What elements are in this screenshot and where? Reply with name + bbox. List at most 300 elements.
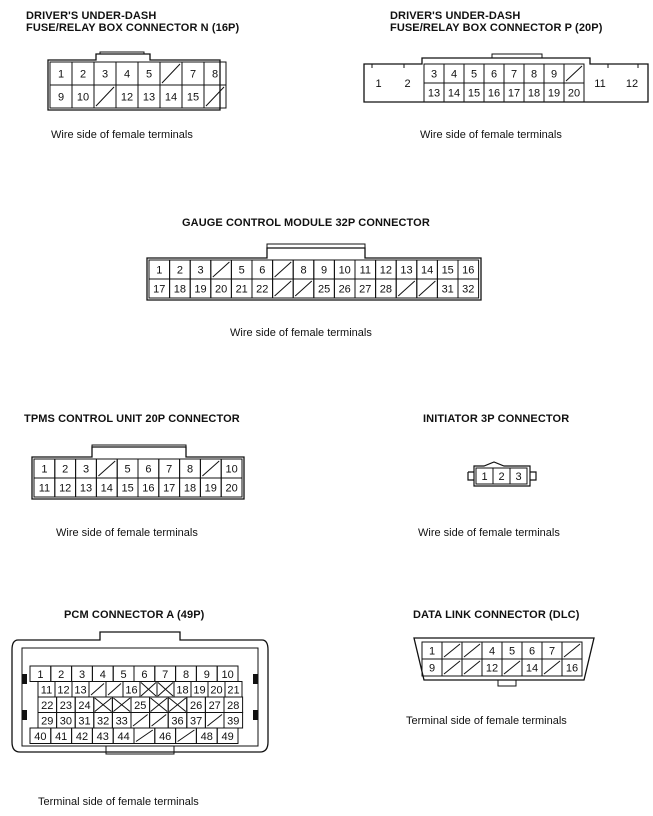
gauge-terminal [417, 260, 438, 279]
terminal-number: 22 [41, 699, 54, 712]
blank-slash [178, 730, 195, 742]
terminal-number: 6 [141, 668, 148, 681]
terminal-number: 37 [189, 715, 203, 728]
terminal-number: 46 [159, 730, 172, 743]
terminal-number: 29 [41, 715, 54, 728]
tpms-terminal [55, 478, 76, 497]
p20-terminal [504, 64, 524, 83]
n16-terminal [94, 85, 116, 108]
terminal-number: 19 [547, 87, 561, 100]
terminal-number: 49 [221, 730, 234, 743]
pcm-terminal [196, 728, 217, 744]
tpms-terminal [76, 459, 97, 478]
tpms-terminal [221, 459, 242, 478]
terminal-number: 5 [124, 463, 131, 476]
gauge-terminal [252, 260, 273, 279]
p20-terminal [544, 83, 564, 102]
blank-slash [162, 64, 180, 83]
tpms-caption: Wire side of female terminals [56, 527, 198, 539]
blank-slash [275, 281, 292, 296]
terminal-number: 43 [96, 730, 109, 743]
gauge-terminal [458, 279, 479, 298]
dlc-terminal [442, 642, 462, 659]
pcm-terminal [92, 666, 113, 682]
terminal-number: 20 [214, 283, 228, 296]
terminal-number: 41 [55, 730, 68, 743]
dlc-terminal [462, 642, 482, 659]
terminal-number: 32 [462, 283, 475, 296]
terminal-number: 2 [62, 463, 69, 476]
terminal-number: 9 [57, 91, 65, 104]
terminal-number: 48 [200, 730, 213, 743]
blank-slash [202, 461, 219, 476]
terminal-number: 16 [125, 684, 138, 697]
terminal-number: 1 [57, 68, 65, 81]
p20-terminal [544, 64, 564, 83]
pcm-terminal [155, 666, 176, 682]
blank-slash [398, 281, 415, 296]
pcm-terminal [75, 697, 94, 713]
pcm-terminal [225, 682, 242, 698]
terminal-number: 6 [145, 463, 152, 476]
terminal-number: 25 [134, 699, 147, 712]
tpms-title: TPMS CONTROL UNIT 20P CONNECTOR [24, 413, 240, 425]
terminal-number: 2 [58, 668, 65, 681]
n16-terminal [72, 62, 94, 85]
terminal-number: 11 [40, 684, 53, 697]
blank-slash [136, 730, 153, 742]
terminal-number: 31 [78, 715, 91, 728]
dlc-terminal [502, 659, 522, 676]
pcm-title: PCM CONNECTOR A (49P) [64, 609, 205, 621]
pcm-terminal [72, 728, 93, 744]
pcm-terminal [57, 697, 76, 713]
gauge-terminal [458, 260, 479, 279]
terminal-number: 6 [490, 68, 498, 81]
p20-terminal [464, 64, 484, 83]
pcm-terminal [187, 713, 206, 729]
pcm-terminal [134, 666, 155, 682]
terminal-number: 2 [79, 68, 87, 81]
pcm-terminal [123, 682, 140, 698]
terminal-number: 4 [99, 668, 106, 681]
n16-terminal [50, 62, 72, 85]
pcm-terminal [57, 713, 76, 729]
terminal-number: 1 [375, 78, 382, 90]
gauge-terminal [273, 279, 294, 298]
dlc-terminal [502, 642, 522, 659]
terminal-number: 16 [142, 482, 155, 495]
terminal-number: 4 [450, 68, 458, 81]
terminal-number: 17 [507, 87, 521, 100]
terminal-number: 19 [194, 283, 207, 296]
pcm-terminal [176, 666, 197, 682]
pcm-terminal [196, 666, 217, 682]
terminal-number: 18 [183, 482, 197, 495]
pcm-terminal [157, 682, 174, 698]
gauge-terminal [437, 260, 458, 279]
terminal-number: 10 [221, 668, 234, 681]
pcm-terminal [55, 682, 72, 698]
terminal-number: 12 [59, 482, 72, 495]
gauge-terminal [149, 279, 170, 298]
initiator-caption: Wire side of female terminals [418, 527, 560, 539]
pcm-terminal [187, 697, 206, 713]
terminal-number: 16 [487, 87, 501, 100]
dlc-terminal [522, 642, 542, 659]
terminal-number: 39 [227, 715, 240, 728]
gauge-terminal [376, 260, 397, 279]
gauge-terminal [355, 279, 376, 298]
terminal-number: 21 [227, 684, 240, 697]
pcm-terminal [51, 666, 72, 682]
pcm-terminal [38, 713, 57, 729]
pcm-terminal [217, 728, 238, 744]
terminal-number: 6 [259, 264, 266, 277]
terminal-number: 26 [189, 699, 203, 712]
terminal-number: 11 [594, 78, 606, 90]
pcm-terminal [176, 728, 197, 744]
terminal-number: 31 [441, 283, 454, 296]
initiator-title: INITIATOR 3P CONNECTOR [423, 413, 570, 425]
p20-terminal [524, 64, 544, 83]
n16-terminal [204, 62, 226, 85]
terminal-number: 30 [59, 715, 73, 728]
terminal-number: 4 [123, 68, 131, 81]
terminal-number: 18 [527, 87, 541, 100]
terminal-number: 5 [470, 68, 478, 81]
dlc-terminal [422, 659, 442, 676]
terminal-number: 27 [359, 283, 372, 296]
tpms-terminal [159, 459, 180, 478]
connector-pcm49-diagram [10, 630, 272, 762]
terminal-number: 11 [359, 264, 372, 277]
terminal-number: 12 [485, 662, 499, 675]
terminal-number: 13 [142, 91, 156, 104]
blank-slash [152, 715, 167, 727]
terminal-number: 3 [430, 68, 438, 81]
tpms-terminal [138, 478, 159, 497]
blank-slash [207, 715, 222, 727]
terminal-number: 9 [203, 668, 210, 681]
blank-slash [133, 715, 148, 727]
terminal-number: 13 [427, 87, 441, 100]
terminal-number: 2 [498, 471, 505, 483]
terminal-number: 17 [153, 283, 166, 296]
terminal-number: 20 [210, 684, 223, 697]
terminal-number: 9 [321, 264, 328, 277]
gauge-terminal [252, 279, 273, 298]
n16-terminal [50, 85, 72, 108]
n16-terminal [160, 62, 182, 85]
pcm-terminal [174, 682, 191, 698]
dlc-terminal [542, 659, 562, 676]
pcm-terminal [92, 728, 113, 744]
terminal-number: 3 [101, 68, 109, 81]
blank-slash [564, 644, 580, 657]
p20-terminal [464, 83, 484, 102]
tpms-terminal [180, 459, 201, 478]
n16-title [26, 10, 239, 34]
terminal-number: 5 [508, 645, 516, 658]
terminal-number: 14 [420, 264, 434, 277]
terminal-number: 8 [530, 68, 538, 81]
terminal-number: 7 [510, 68, 518, 81]
blank-slash [419, 281, 436, 296]
pcm-terminal [113, 666, 134, 682]
terminal-number: 20 [225, 482, 238, 495]
blank-slash [96, 87, 114, 106]
pcm-terminal [224, 697, 243, 713]
tpms-terminal [138, 459, 159, 478]
terminal-number: 14 [447, 87, 461, 100]
gauge-terminal [314, 279, 335, 298]
tpms-terminal [96, 478, 117, 497]
pcm-terminal [38, 697, 57, 713]
terminal-number: 17 [163, 482, 176, 495]
p20-terminal [564, 64, 584, 83]
pcm-terminal [224, 713, 243, 729]
terminal-number: 8 [186, 463, 194, 476]
terminal-number: 2 [404, 78, 411, 90]
terminal-number: 32 [96, 715, 110, 728]
p20-terminal [484, 64, 504, 83]
gauge-terminal [293, 260, 314, 279]
p20-terminal [564, 83, 584, 102]
n16-terminal [94, 62, 116, 85]
terminal-number: 28 [227, 699, 240, 712]
terminal-number: 8 [300, 264, 307, 277]
terminal-number: 23 [59, 699, 73, 712]
n16-terminal [138, 85, 160, 108]
tpms-terminal [221, 478, 242, 497]
gauge-terminal [190, 260, 211, 279]
gauge-title: GAUGE CONTROL MODULE 32P CONNECTOR [182, 217, 430, 229]
terminal-number: 13 [79, 482, 93, 495]
pcm-terminal [75, 713, 94, 729]
terminal-number: 22 [256, 283, 269, 296]
gauge-terminal [231, 260, 252, 279]
side-terminal [594, 78, 605, 90]
dlc-terminal [542, 642, 562, 659]
terminal-number: 10 [338, 264, 351, 277]
pcm-terminal [30, 666, 51, 682]
gauge-terminal [334, 279, 355, 298]
dlc-title: DATA LINK CONNECTOR (DLC) [413, 609, 580, 621]
tpms-terminal [76, 478, 97, 497]
dlc-terminal [562, 659, 582, 676]
p20-title [390, 10, 602, 34]
terminal-number: 12 [625, 78, 639, 90]
n16-terminal [182, 85, 204, 108]
blank-slash [108, 684, 121, 696]
p20-terminal [504, 83, 524, 102]
blank-slash [464, 644, 480, 657]
gauge-terminal [170, 279, 191, 298]
terminal-number: 26 [338, 283, 351, 296]
pcm-terminal [51, 728, 72, 744]
blank-slash [566, 66, 582, 81]
n16-terminal [116, 62, 138, 85]
side-terminal [616, 72, 638, 94]
p20-terminal [424, 83, 444, 102]
n16-terminal [116, 85, 138, 108]
terminal-number: 3 [515, 471, 522, 483]
terminal-number: 24 [78, 699, 91, 712]
pcm-terminal [205, 697, 224, 713]
connector-tpms20-diagram [30, 445, 250, 501]
terminal-number: 20 [567, 87, 581, 100]
gauge-terminal [396, 279, 417, 298]
tpms-terminal [34, 478, 55, 497]
terminal-number: 14 [164, 91, 178, 104]
gauge-terminal [273, 260, 294, 279]
terminal-number: 12 [379, 264, 393, 277]
gauge-terminal [170, 260, 191, 279]
p20-title-line1: DRIVER'S UNDER-DASH [390, 10, 521, 22]
p20-title-line2: FUSE/RELAY BOX CONNECTOR P (20P) [390, 22, 603, 34]
blank-slash [206, 87, 224, 106]
pcm-terminal [150, 697, 169, 713]
terminal-number: 15 [441, 264, 454, 277]
dlc-terminal [422, 642, 442, 659]
tpms-terminal [117, 478, 138, 497]
gauge-terminal [211, 279, 232, 298]
connector-p20-diagram [362, 56, 652, 106]
gauge-terminal [190, 279, 211, 298]
gauge-terminal [314, 260, 335, 279]
terminal-number: 8 [182, 668, 190, 681]
pcm-terminal [89, 682, 106, 698]
pcm-terminal [155, 728, 176, 744]
dlc-terminal [482, 659, 502, 676]
terminal-number: 18 [173, 283, 187, 296]
tpms-terminal [159, 478, 180, 497]
blank-slash [444, 661, 460, 674]
dlc-terminal [562, 642, 582, 659]
terminal-number: 16 [565, 662, 579, 675]
terminal-number: 11 [38, 482, 51, 495]
p20-terminal [524, 83, 544, 102]
n16-terminal [138, 62, 160, 85]
pcm-terminal [205, 713, 224, 729]
connector-n16-diagram [40, 52, 230, 112]
terminal-number: 3 [82, 463, 90, 476]
terminal-number: 9 [428, 662, 436, 675]
terminal-number: 14 [525, 662, 539, 675]
terminal-number: 7 [162, 668, 169, 681]
pcm-terminal [94, 713, 113, 729]
terminal-number: 6 [528, 645, 536, 658]
terminal-number: 10 [76, 91, 90, 104]
terminal-number: 40 [34, 730, 47, 743]
terminal-number: 19 [204, 482, 217, 495]
terminal-number: 7 [189, 68, 197, 81]
terminal-number: 1 [156, 264, 163, 277]
connector-gauge32-diagram [143, 242, 488, 304]
blank-slash [464, 661, 480, 674]
tpms-terminal [55, 459, 76, 478]
pcm-caption: Terminal side of female terminals [38, 796, 199, 808]
terminal-number: 1 [41, 463, 48, 476]
terminal-number: 1 [428, 645, 436, 658]
terminal-number: 7 [548, 645, 556, 658]
pcm-terminal [150, 713, 169, 729]
terminal-number: 8 [211, 68, 219, 81]
gauge-terminal [417, 279, 438, 298]
terminal-number: 3 [197, 264, 204, 277]
gauge-terminal [437, 279, 458, 298]
n16-title-line1: DRIVER'S UNDER-DASH [26, 10, 157, 22]
connector-dlc-diagram [412, 634, 598, 690]
terminal-number: 27 [208, 699, 221, 712]
gauge-terminal [211, 260, 232, 279]
terminal-number: 16 [462, 264, 475, 277]
tpms-terminal [96, 459, 117, 478]
p20-caption: Wire side of female terminals [420, 129, 562, 141]
terminal-number: 1 [481, 471, 488, 483]
terminal-number: 18 [176, 684, 189, 697]
side-terminal [393, 72, 411, 94]
pcm-terminal [113, 728, 134, 744]
n16-terminal [204, 85, 226, 108]
terminal-number: 3 [78, 668, 86, 681]
pcm-terminal [94, 697, 113, 713]
pcm-terminal [131, 697, 150, 713]
pcm-terminal [168, 713, 187, 729]
pcm-terminal [30, 728, 51, 744]
initiator-terminal [476, 468, 493, 484]
pcm-terminal [140, 682, 157, 698]
pcm-terminal [38, 682, 55, 698]
pcm-terminal [106, 682, 123, 698]
terminal-number: 15 [467, 87, 481, 100]
pcm-terminal [217, 666, 238, 682]
n16-caption: Wire side of female terminals [51, 129, 193, 141]
terminal-number: 13 [400, 264, 413, 277]
pcm-terminal [191, 682, 208, 698]
terminal-number: 9 [550, 68, 558, 81]
terminal-number: 15 [121, 482, 134, 495]
terminal-number: 15 [186, 91, 200, 104]
initiator-terminal [510, 468, 527, 484]
terminal-number: 13 [74, 684, 87, 697]
dlc-terminal [442, 659, 462, 676]
tpms-terminal [180, 478, 201, 497]
blank-slash [544, 661, 560, 674]
terminal-number: 2 [176, 264, 183, 277]
gauge-terminal [334, 260, 355, 279]
dlc-caption: Terminal side of female terminals [406, 715, 567, 727]
pcm-terminal [112, 697, 131, 713]
blank-slash [213, 262, 230, 277]
blank-slash [275, 262, 292, 277]
gauge-caption: Wire side of female terminals [230, 327, 372, 339]
gauge-terminal [355, 260, 376, 279]
terminal-number: 10 [225, 463, 238, 476]
pcm-terminal [72, 682, 89, 698]
blank-slash [295, 281, 312, 296]
gauge-terminal [396, 260, 417, 279]
terminal-number: 12 [57, 684, 70, 697]
p20-terminal [444, 83, 464, 102]
gauge-terminal [231, 279, 252, 298]
terminal-number: 7 [166, 463, 173, 476]
dlc-terminal [462, 659, 482, 676]
blank-slash [444, 644, 460, 657]
n16-terminal [72, 85, 94, 108]
terminal-number: 21 [235, 283, 248, 296]
